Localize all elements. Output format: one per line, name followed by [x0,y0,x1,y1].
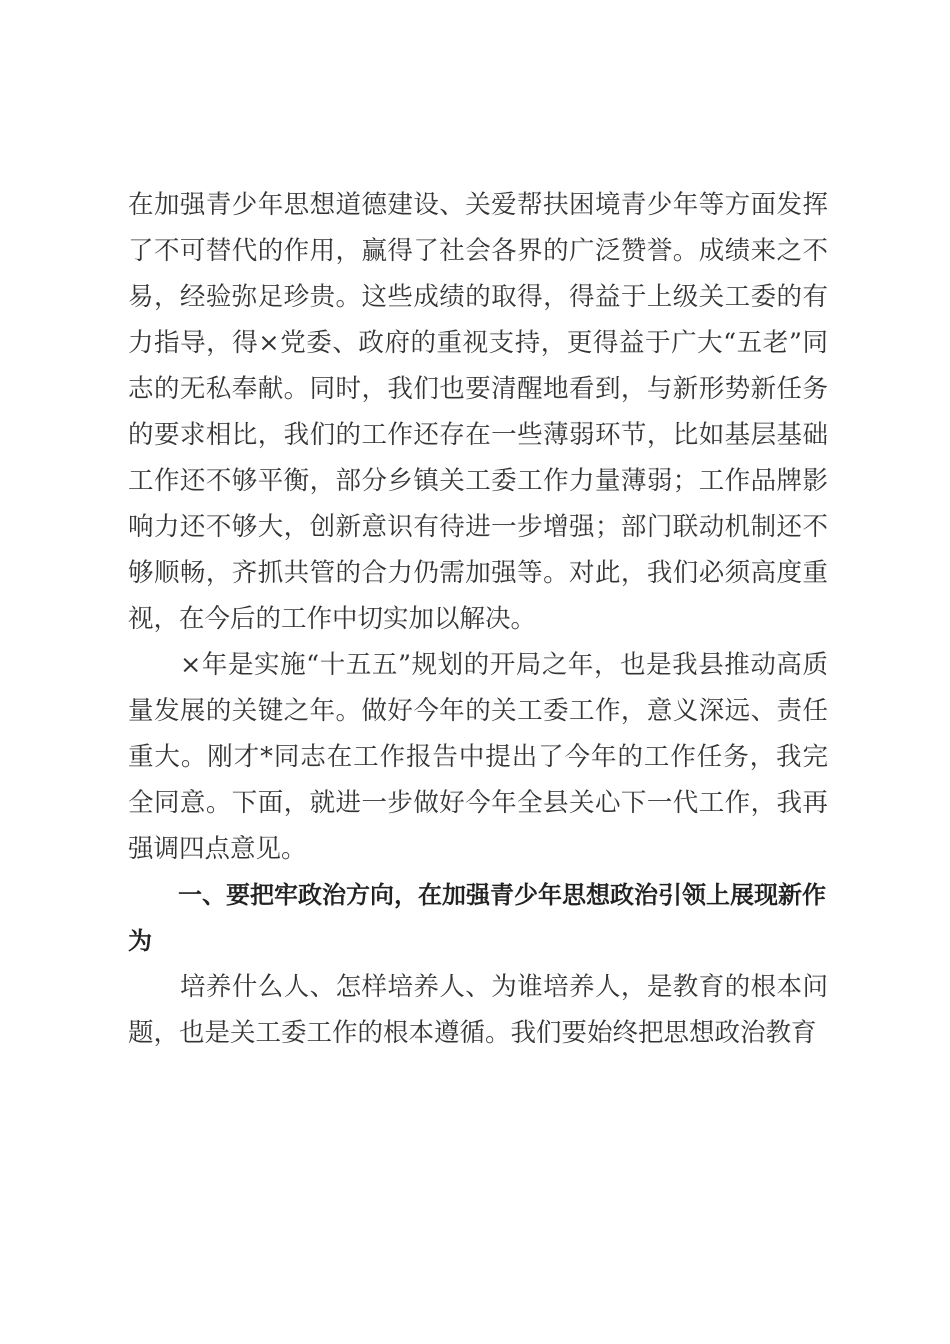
document-body [128,182,828,1056]
paragraph-continuation: 在加强青少年思想道德建设、关爱帮扶困境青少年等方面发挥了不可替代的作用，赢得了社会各界的广泛赞誉。成绩来之不易，经验弥足珍贵。这些成绩的取得，得益于上级关工委的有力指导，得×党委、政府的重视支持，更得益于广大“五老”同志的无私奉献。同时，我们也要清醒地看到，与新形势新任务的要求相比，我们的工作还存在一些薄弱环节，比如基层基础工作还不够平衡，部分乡镇关工委工作力量薄弱；工作品牌影响力还不够大，创新意识有待进一步增强；部门联动机制还不够顺畅，齐抓共管的合力仍需加强等。对此，我们必须高度重视，在今后的工作中切实加以解决。 [128,190,828,634]
paragraph-plan-year: ×年是实施“十五五”规划的开局之年，也是我县推动高质量发展的关键之年。做好今年的关工委工作，意义深远、责任重大。刚才*同志在工作报告中提出了今年的工作任务，我完全同意。下面，就进一步做好今年全县关心下一代工作，我再强调四点意见。 [128,650,828,864]
paragraph-education: 培养什么人、怎样培养人、为谁培养人，是教育的根本问题，也是关工委工作的根本遵循。我们要始终把思想政治教育 [128,972,828,1048]
section-heading-1: 一、要把牢政治方向，在加强青少年思想政治引领上展现新作为 [128,881,826,955]
